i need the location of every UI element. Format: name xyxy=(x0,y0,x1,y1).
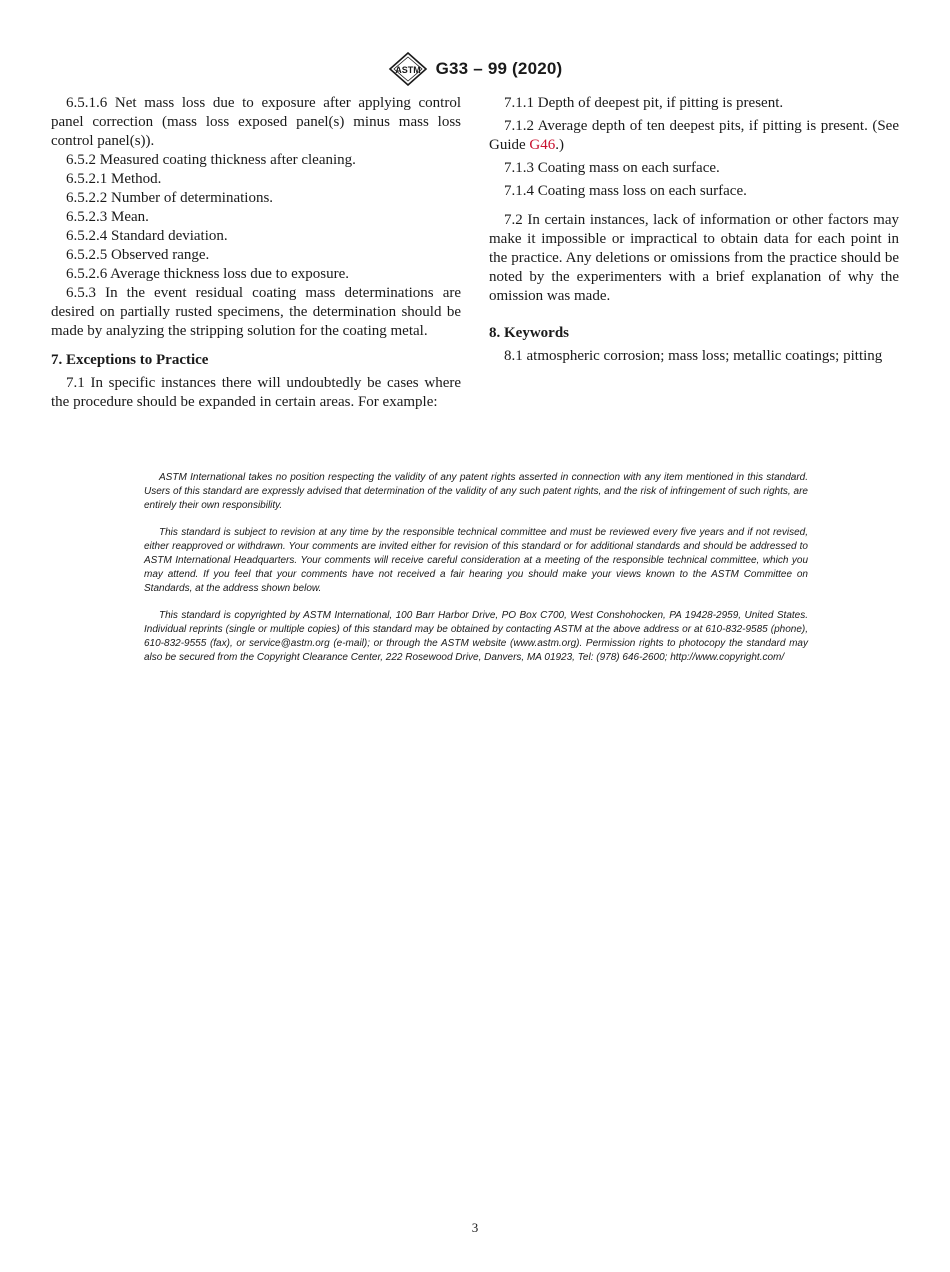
para-7-1-1: 7.1.1 Depth of deepest pit, if pitting is present. xyxy=(504,95,784,111)
standard-designation: G33 – 99 (2020) xyxy=(435,59,563,78)
para-6-5-1-6: 6.5.1.6 Net mass loss due to exposure after applying control panel correction (mass loss exposed panel(s) minus mass loss control panel(s)). xyxy=(51,95,461,149)
revision-notice: This standard is subject to revision at any time by the responsible technical committee and must be reviewed every five years and if not revised, either reapproved or withdrawn. Your comments are invited either for revision of this standard or for additional standards and should be addressed to ASTM International Headquarters. Your comments will receive careful consideration at a meeting of the responsible technical committee, which you may attend. If you feel that your comments have not received a fair hearing you should make your views known to the ASTM Committee on Standards, at the address shown below. xyxy=(144,527,808,594)
section-8-heading: 8. Keywords xyxy=(489,325,569,341)
para-8-1: 8.1 atmospheric corrosion; mass loss; metallic coatings; pitting xyxy=(504,348,883,364)
legal-notices xyxy=(144,471,808,665)
para-6-5-2-2: 6.5.2.2 Number of determinations. xyxy=(66,190,274,206)
para-6-5-2-6: 6.5.2.6 Average thickness loss due to exposure. xyxy=(66,266,350,282)
para-6-5-2-4: 6.5.2.4 Standard deviation. xyxy=(66,228,228,244)
right-column xyxy=(489,94,899,366)
para-7-2: 7.2 In certain instances, lack of information or other factors may make it impossible or impractical to obtain data for each point in the practice. Any deletions or omissions from the practice should be noted by the experimenters with a brief explanation of why the omission was made. xyxy=(489,212,899,304)
section-7-heading: 7. Exceptions to Practice xyxy=(51,352,209,368)
para-7-1-4: 7.1.4 Coating mass loss on each surface. xyxy=(504,183,747,199)
left-column xyxy=(51,94,461,412)
page-number: 3 xyxy=(471,1220,479,1235)
para-6-5-2-3: 6.5.2.3 Mean. xyxy=(66,209,149,225)
patent-notice: ASTM International takes no position respecting the validity of any patent rights asserted in connection with any item mentioned in this standard. Users of this standard are expressly advised that determination of the validity of any such patent rights, and the risk of infringement of such rights, are entirely their own responsibility. xyxy=(144,472,808,511)
para-7-1: 7.1 In specific instances there will undoubtedly be cases where the procedure should be expanded in certain areas. For example: xyxy=(51,375,461,410)
para-6-5-2: 6.5.2 Measured coating thickness after cleaning. xyxy=(66,152,356,168)
para-7-1-2-tail: .) xyxy=(555,137,565,153)
svg-text:ASTM: ASTM xyxy=(394,65,421,75)
para-7-1-2-text: 7.1.2 Average depth of ten deepest pits, if pitting is present. (See Guide xyxy=(489,118,899,153)
para-6-5-2-5: 6.5.2.5 Observed range. xyxy=(66,247,210,263)
guide-g46-link[interactable]: G46 xyxy=(529,137,556,153)
para-7-1-3: 7.1.3 Coating mass on each surface. xyxy=(504,160,720,176)
para-6-5-3: 6.5.3 In the event residual coating mass determinations are desired on partially rusted specimens, the determination should be made by analyzing the stripping solution for the coating metal. xyxy=(51,285,461,339)
para-6-5-2-1: 6.5.2.1 Method. xyxy=(66,171,162,187)
para-7-1-2 xyxy=(489,117,899,155)
page-header xyxy=(0,51,950,87)
copyright-notice: This standard is copyrighted by ASTM International, 100 Barr Harbor Drive, PO Box C700, West Conshohocken, PA 19428-2959, United States. Individual reprints (single or multiple copies) of this standard may be obtained by contacting ASTM at the above address or at 610-832-9585 (phone), 610-832-9555 (fax), or service@astm.org (e-mail); or through the ASTM website (www.astm.org). Permission rights to photocopy the standard may also be secured from the Copyright Clearance Center, 222 Rosewood Drive, Danvers, MA 01923, Tel: (978) 646-2600; http://www.copyright.com/ xyxy=(144,610,808,663)
astm-logo-icon xyxy=(388,52,428,86)
